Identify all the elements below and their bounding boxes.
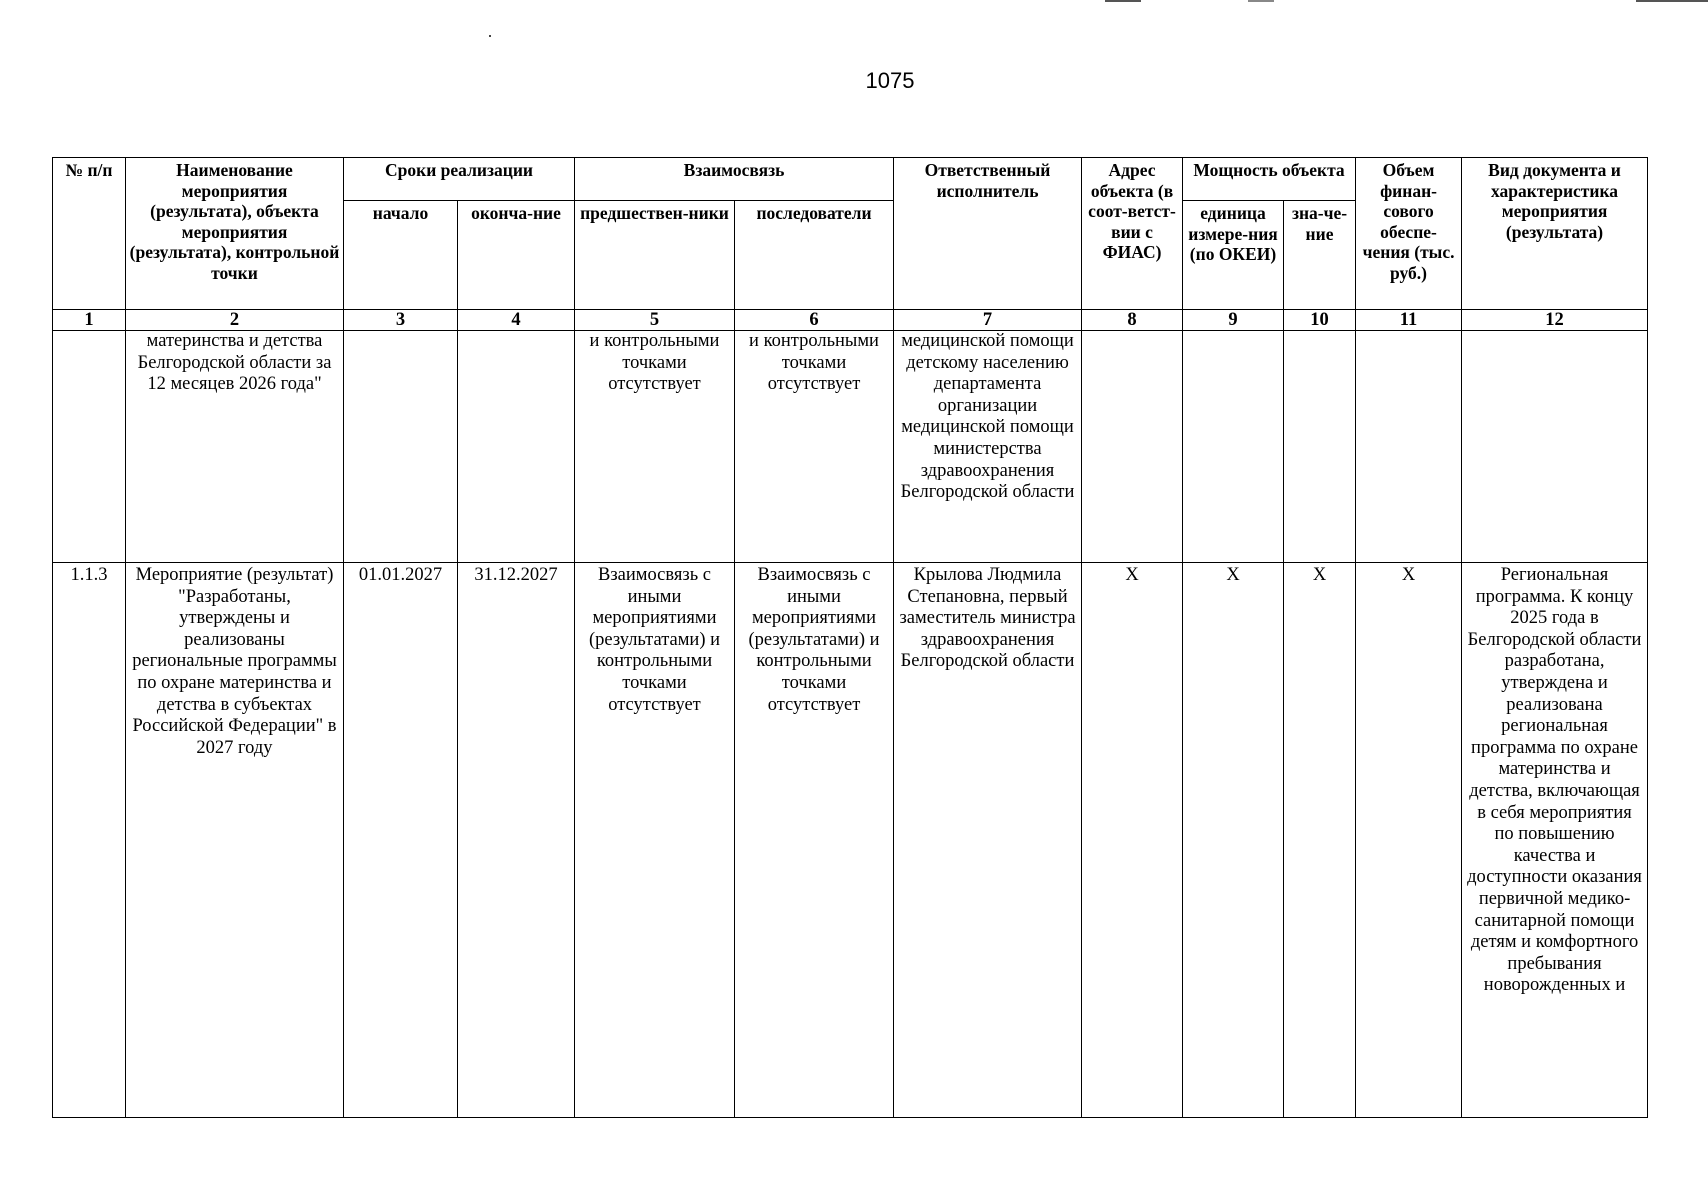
column-number: 3: [344, 310, 458, 331]
table-row: [53, 331, 1648, 563]
row-address-cell: Х: [1082, 563, 1183, 1118]
scan-artifact-top-2: [1248, 0, 1274, 2]
column-number: 1: [53, 310, 126, 331]
row-doc-cell: [1462, 331, 1648, 563]
header-capacity: Мощность объекта: [1183, 158, 1356, 201]
row-next-cell: Взаимосвязь с иными мероприятиями (результатами) и контрольными точками отсутствует: [735, 563, 894, 1118]
row-start-cell: [344, 331, 458, 563]
row-value-cell: Х: [1284, 563, 1356, 1118]
row-start-cell: 01.01.2027: [344, 563, 458, 1118]
table-row: [53, 563, 1648, 1118]
row-next-cell: и контрольными точками отсутствует: [735, 331, 894, 563]
scan-artifact-top-3: [1636, 0, 1708, 2]
activity-plan-table: [52, 157, 1648, 1118]
header-doc-type: Вид документа и характеристика мероприятия (результата): [1462, 158, 1648, 310]
column-number: 9: [1183, 310, 1284, 331]
row-value-cell: [1284, 331, 1356, 563]
header-num: № п/п: [53, 158, 126, 310]
header-finance: Объем финан-сового обеспе-чения (тыс. руб.): [1356, 158, 1462, 310]
column-number: 12: [1462, 310, 1648, 331]
row-responsible-cell: медицинской помощи детскому населению департамента организации медицинской помощи министерства здравоохранения Белгородской области: [894, 331, 1082, 563]
row-finance-cell: [1356, 331, 1462, 563]
header-relation-next: последователи: [735, 201, 894, 310]
row-end-cell: 31.12.2027: [458, 563, 575, 1118]
column-number: 11: [1356, 310, 1462, 331]
header-address: Адрес объекта (в соот-ветст-вии с ФИАС): [1082, 158, 1183, 310]
scan-artifact-top-1: [1105, 0, 1141, 2]
row-finance-cell: Х: [1356, 563, 1462, 1118]
column-number: 4: [458, 310, 575, 331]
page-number: 1075: [865, 68, 915, 93]
header-capacity-unit: единица измере-ния (по ОКЕИ): [1183, 201, 1284, 310]
header-responsible: Ответственный исполнитель: [894, 158, 1082, 310]
row-doc-cell: Региональная программа. К концу 2025 года в Белгородской области разработана, утверждена и реализована региональная программа по охране материнства и детства, включающая в себя мероприятия по повышению качества и доступности оказания первичной медико-санитарной помощи детям и комфортного пребывания новорожденных и: [1462, 563, 1648, 1118]
row-responsible-cell: Крылова Людмила Степановна, первый заместитель министра здравоохранения Белгородской области: [894, 563, 1082, 1118]
row-end-cell: [458, 331, 575, 563]
row-prev-cell: Взаимосвязь с иными мероприятиями (результатами) и контрольными точками отсутствует: [575, 563, 735, 1118]
column-number: 8: [1082, 310, 1183, 331]
header-row-top: [53, 158, 1648, 201]
header-relation-prev: предшествен-ники: [575, 201, 735, 310]
header-terms-end: оконча-ние: [458, 201, 575, 310]
row-name-cell: материнства и детства Белгородской области за 12 месяцев 2026 года": [126, 331, 344, 563]
row-unit-cell: [1183, 331, 1284, 563]
column-number: 10: [1284, 310, 1356, 331]
header-capacity-value: зна-че-ние: [1284, 201, 1356, 310]
column-number: 2: [126, 310, 344, 331]
row-unit-cell: Х: [1183, 563, 1284, 1118]
header-relation: Взаимосвязь: [575, 158, 894, 201]
row-num-cell: [53, 331, 126, 563]
column-number: 7: [894, 310, 1082, 331]
row-prev-cell: и контрольными точками отсутствует: [575, 331, 735, 563]
row-address-cell: [1082, 331, 1183, 563]
row-name-cell: Мероприятие (результат) "Разработаны, утверждены и реализованы региональные программы по охране материнства и детства в субъектах Российской Федерации" в 2027 году: [126, 563, 344, 1118]
row-num-cell: 1.1.3: [53, 563, 126, 1118]
column-number: 6: [735, 310, 894, 331]
header-name: Наименование мероприятия (результата), объекта мероприятия (результата), контрольной точки: [126, 158, 344, 310]
header-terms: Сроки реализации: [344, 158, 575, 201]
header-terms-start: начало: [344, 201, 458, 310]
scan-speck: [489, 35, 491, 37]
column-numbers-row: [53, 310, 1648, 331]
column-number: 5: [575, 310, 735, 331]
